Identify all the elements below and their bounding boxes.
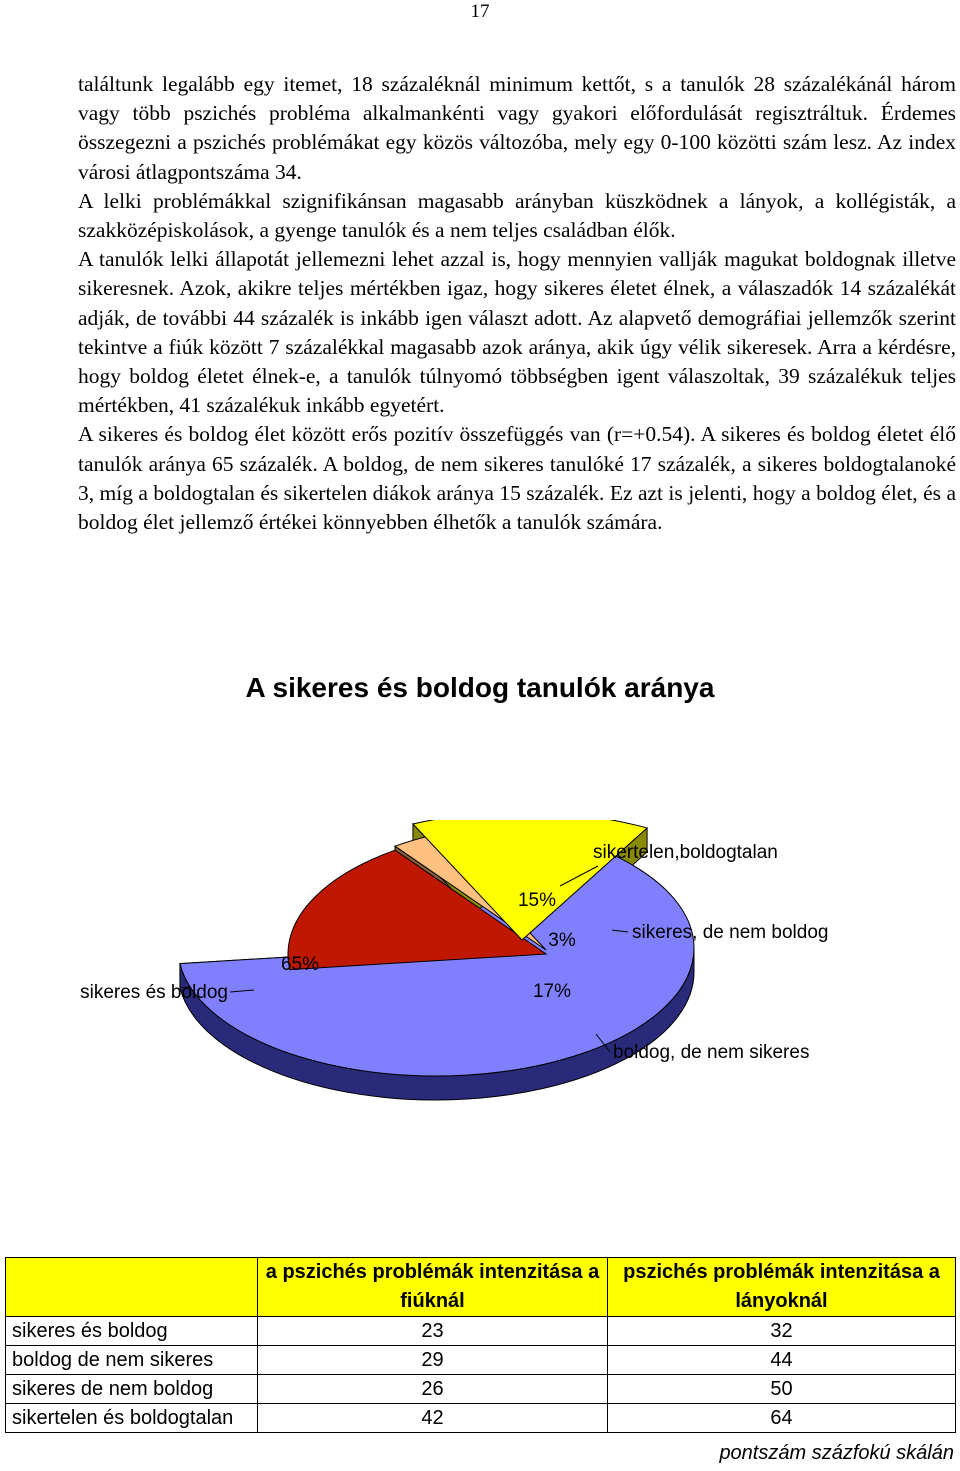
- cell-girls: 44: [608, 1346, 956, 1375]
- table-header-corner: [6, 1258, 258, 1317]
- slice-name-label: boldog, de nem sikeres: [613, 1042, 810, 1063]
- slice-value-label: 3%: [548, 930, 576, 951]
- chart-title: A sikeres és boldog tanulók aránya: [245, 672, 715, 703]
- body-text: [78, 70, 956, 537]
- cell-boys: 29: [258, 1346, 608, 1375]
- table-header-row: [6, 1258, 956, 1317]
- cell-girls: 64: [608, 1404, 956, 1433]
- table-row: [6, 1375, 956, 1404]
- data-table: [5, 1257, 956, 1433]
- slice-name-label: sikeres, de nem boldog: [632, 922, 829, 943]
- table-note: pontszám százfokú skálán: [719, 1442, 954, 1464]
- slice-name-label: sikertelen,boldogtalan: [593, 842, 778, 863]
- table-row: [6, 1317, 956, 1346]
- page-number: 17: [470, 1, 490, 22]
- paragraph: A sikeres és boldog élet között erős pozitív összefüggés van (r=+0.54). A sikeres és boldog életet élő tanulók aránya 65 százalék. A boldog, de nem sikeres tanulóké 17 százalék, a sikeres boldogtalanoké 3, míg a boldogtalan és sikertelen diákok aránya 15 százalék. Ez azt is jelenti, hogy a boldog élet, és a boldog élet jellemző értékei könnyebben élhetők a tanulók számára.: [78, 422, 956, 535]
- pie-chart: [0, 820, 960, 1120]
- cell-boys: 42: [258, 1404, 608, 1433]
- row-label: boldog de nem sikeres: [6, 1346, 258, 1375]
- cell-boys: 23: [258, 1317, 608, 1346]
- table-header-girls: pszichés problémák intenzitása a lányoknál: [608, 1258, 956, 1317]
- paragraph: A tanulók lelki állapotát jellemezni lehet azzal is, hogy mennyien vallják magukat boldognak illetve sikeresnek. Azok, akikre teljes mértékben igaz, hogy sikeres életet élnek, a válaszadók 14 százalékát adják, de további 44 százalék is inkább igen választ adott. Az alapvető demográfiai jellemzők szerint tekintve a fiúk között 7 százalékkal magasabb azok aránya, akik úgy vélik sikeresek. Arra a kérdésre, hogy boldog életet élnek-e, a tanulók túlnyomó többségben igent válaszoltak, 39 százalékuk teljes mértékben, 41 százalékuk inkább egyetért.: [78, 247, 956, 418]
- paragraph: találtunk legalább egy itemet, 18 százaléknál minimum kettőt, s a tanulók 28 százalékánál három vagy több pszichés probléma alkalmankénti vagy gyakori előfordulását regisztráltuk. Érdemes összegezni a pszichés problémákat egy közös változóba, mely egy 0-100 közötti szám lesz. Az index városi átlagpontszáma 34.: [78, 72, 956, 184]
- slice-value-label: 65%: [280, 954, 320, 975]
- row-label: sikeres és boldog: [6, 1317, 258, 1346]
- paragraph: A lelki problémákkal szignifikánsan magasabb arányban küszködnek a lányok, a kollégisták, a szakközépiskolások, a gyenge tanulók és a nem teljes családban élők.: [78, 188, 956, 243]
- row-label: sikertelen és boldogtalan: [6, 1404, 258, 1433]
- row-label: sikeres de nem boldog: [6, 1375, 258, 1404]
- slice-value-label: 17%: [532, 981, 572, 1002]
- slice-name-label: sikeres és boldog: [80, 982, 228, 1003]
- cell-girls: 32: [608, 1317, 956, 1346]
- slice-value-label: 15%: [517, 890, 557, 911]
- table-row: [6, 1404, 956, 1433]
- table-row: [6, 1346, 956, 1375]
- cell-girls: 50: [608, 1375, 956, 1404]
- cell-boys: 26: [258, 1375, 608, 1404]
- table-header-boys: a pszichés problémák intenzitása a fiúknál: [258, 1258, 608, 1317]
